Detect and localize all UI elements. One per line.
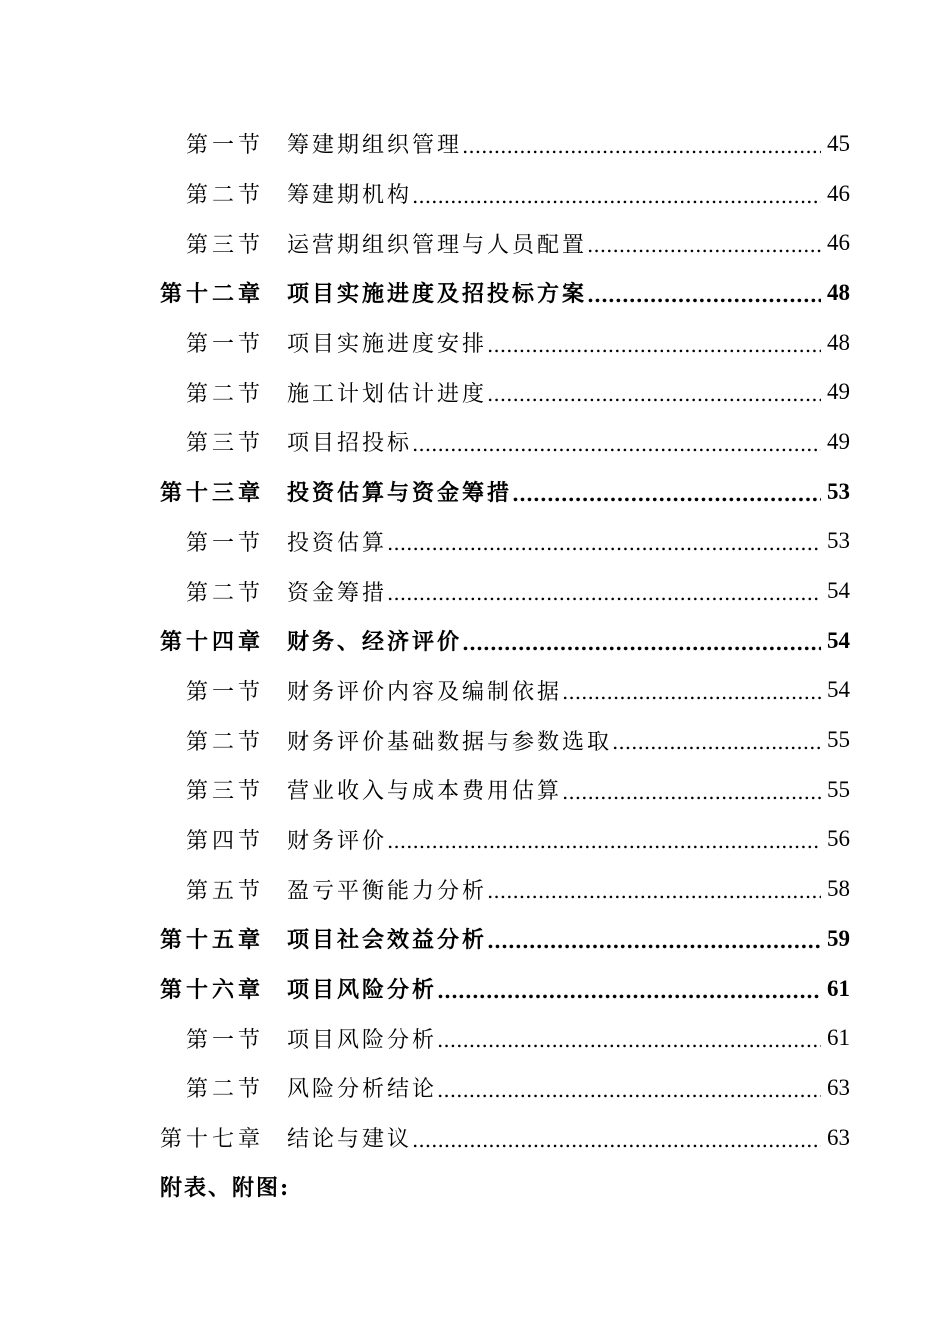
toc-entry-number: 第十六章 [160, 977, 265, 1004]
toc-entry-number: 第一节 [186, 679, 265, 705]
toc-entry-title: 投资估算与资金筹措 [287, 480, 513, 507]
toc-dot-leader [387, 579, 821, 603]
toc-entry-number: 第十四章 [160, 629, 265, 656]
toc-dot-leader [437, 977, 821, 1001]
toc-chapter-entry[interactable] [0, 1113, 950, 1163]
toc-page-number: 53 [827, 528, 850, 554]
toc-entry-title: 投资估算 [287, 530, 388, 556]
toc-page-number: 59 [827, 925, 850, 951]
toc-entry-title: 运营期组织管理与人员配置 [287, 232, 588, 258]
toc-entry-number: 第十七章 [160, 1127, 265, 1153]
toc-entry-number: 第二节 [186, 381, 265, 407]
toc-dot-leader [562, 778, 821, 802]
toc-entry-number: 第四节 [186, 828, 265, 854]
toc-dot-leader [487, 877, 821, 901]
toc-entry-number: 第十二章 [160, 281, 265, 308]
toc-dot-leader [487, 380, 821, 404]
toc-entry-title: 结论与建议 [287, 1127, 413, 1153]
toc-chapter-entry[interactable] [0, 914, 950, 964]
toc-entry-number: 第二节 [186, 183, 265, 209]
toc-page-number: 46 [827, 230, 850, 256]
table-of-contents [0, 119, 950, 1162]
toc-section-entry[interactable] [0, 566, 950, 616]
toc-section-entry[interactable] [0, 517, 950, 567]
toc-entry-title: 项目风险分析 [287, 1027, 438, 1053]
toc-entry-title: 财务评价基础数据与参数选取 [287, 729, 613, 755]
toc-entry-title: 盈亏平衡能力分析 [287, 878, 488, 904]
toc-entry-title: 项目招投标 [287, 431, 413, 457]
toc-dot-leader [587, 281, 821, 305]
toc-entry-number: 第一节 [186, 133, 265, 159]
toc-page-number: 58 [827, 876, 850, 902]
toc-dot-leader [487, 331, 821, 355]
toc-entry-number: 第二节 [186, 1077, 265, 1103]
toc-entry-title: 资金筹措 [287, 580, 388, 606]
toc-entry-number: 第一节 [186, 332, 265, 358]
toc-entry-title: 项目实施进度及招投标方案 [287, 281, 588, 308]
toc-chapter-entry[interactable] [0, 616, 950, 666]
appendix-heading: 附表、附图: [160, 1175, 291, 1201]
toc-entry-number: 第十三章 [160, 480, 265, 507]
toc-dot-leader [487, 927, 821, 951]
toc-dot-leader [412, 1126, 821, 1150]
toc-entry-number: 第二节 [186, 580, 265, 606]
toc-dot-leader [462, 132, 821, 156]
toc-dot-leader [412, 182, 821, 206]
toc-section-entry[interactable] [0, 169, 950, 219]
toc-page-number: 53 [827, 478, 850, 504]
toc-entry-title: 财务评价 [287, 828, 388, 854]
toc-page-number: 49 [827, 428, 850, 454]
toc-page-number: 56 [827, 826, 850, 852]
toc-entry-title: 财务评价内容及编制依据 [287, 679, 563, 705]
toc-section-entry[interactable] [0, 765, 950, 815]
toc-dot-leader [437, 1026, 821, 1050]
toc-entry-title: 项目风险分析 [287, 977, 438, 1004]
toc-dot-leader [387, 529, 821, 553]
toc-page-number: 48 [827, 279, 850, 305]
toc-entry-title: 筹建期组织管理 [287, 133, 463, 159]
toc-entry-number: 第一节 [186, 530, 265, 556]
toc-page-number: 46 [827, 180, 850, 206]
toc-page-number: 49 [827, 379, 850, 405]
toc-page-number: 63 [827, 1124, 850, 1150]
toc-dot-leader [387, 827, 821, 851]
toc-section-entry[interactable] [0, 218, 950, 268]
toc-page-number: 48 [827, 329, 850, 355]
toc-section-entry[interactable] [0, 864, 950, 914]
toc-entry-title: 筹建期机构 [287, 183, 413, 209]
toc-dot-leader [412, 430, 821, 454]
toc-page-number: 54 [827, 578, 850, 604]
toc-dot-leader [437, 1076, 821, 1100]
toc-entry-title: 项目社会效益分析 [287, 927, 488, 954]
toc-entry-number: 第三节 [186, 431, 265, 457]
toc-entry-number: 第二节 [186, 729, 265, 755]
toc-page-number: 61 [827, 1025, 850, 1051]
toc-page-number: 61 [827, 975, 850, 1001]
toc-dot-leader [612, 728, 821, 752]
toc-dot-leader [562, 678, 821, 702]
toc-entry-number: 第一节 [186, 1027, 265, 1053]
toc-entry-number: 第三节 [186, 779, 265, 805]
toc-section-entry[interactable] [0, 815, 950, 865]
toc-page-number: 54 [827, 677, 850, 703]
toc-entry-number: 第三节 [186, 232, 265, 258]
toc-section-entry[interactable] [0, 666, 950, 716]
toc-page-number: 54 [827, 627, 850, 653]
toc-dot-leader [462, 629, 821, 653]
toc-entry-title: 营业收入与成本费用估算 [287, 779, 563, 805]
toc-entry-title: 项目实施进度安排 [287, 332, 488, 358]
toc-page-number: 45 [827, 130, 850, 156]
toc-section-entry[interactable] [0, 318, 950, 368]
toc-section-entry[interactable] [0, 367, 950, 417]
toc-page-number: 63 [827, 1074, 850, 1100]
toc-dot-leader [512, 480, 821, 504]
toc-chapter-entry[interactable] [0, 268, 950, 318]
toc-section-entry[interactable] [0, 1013, 950, 1063]
toc-section-entry[interactable] [0, 119, 950, 169]
toc-entry-number: 第十五章 [160, 927, 265, 954]
toc-section-entry[interactable] [0, 715, 950, 765]
toc-section-entry[interactable] [0, 417, 950, 467]
toc-entry-title: 施工计划估计进度 [287, 381, 488, 407]
toc-entry-title: 财务、经济评价 [287, 629, 463, 656]
toc-dot-leader [587, 231, 821, 255]
toc-page-number: 55 [827, 776, 850, 802]
toc-entry-title: 风险分析结论 [287, 1077, 438, 1103]
toc-page-number: 55 [827, 727, 850, 753]
toc-section-entry[interactable] [0, 1063, 950, 1113]
toc-chapter-entry[interactable] [0, 467, 950, 517]
toc-chapter-entry[interactable] [0, 964, 950, 1014]
toc-entry-number: 第五节 [186, 878, 265, 904]
